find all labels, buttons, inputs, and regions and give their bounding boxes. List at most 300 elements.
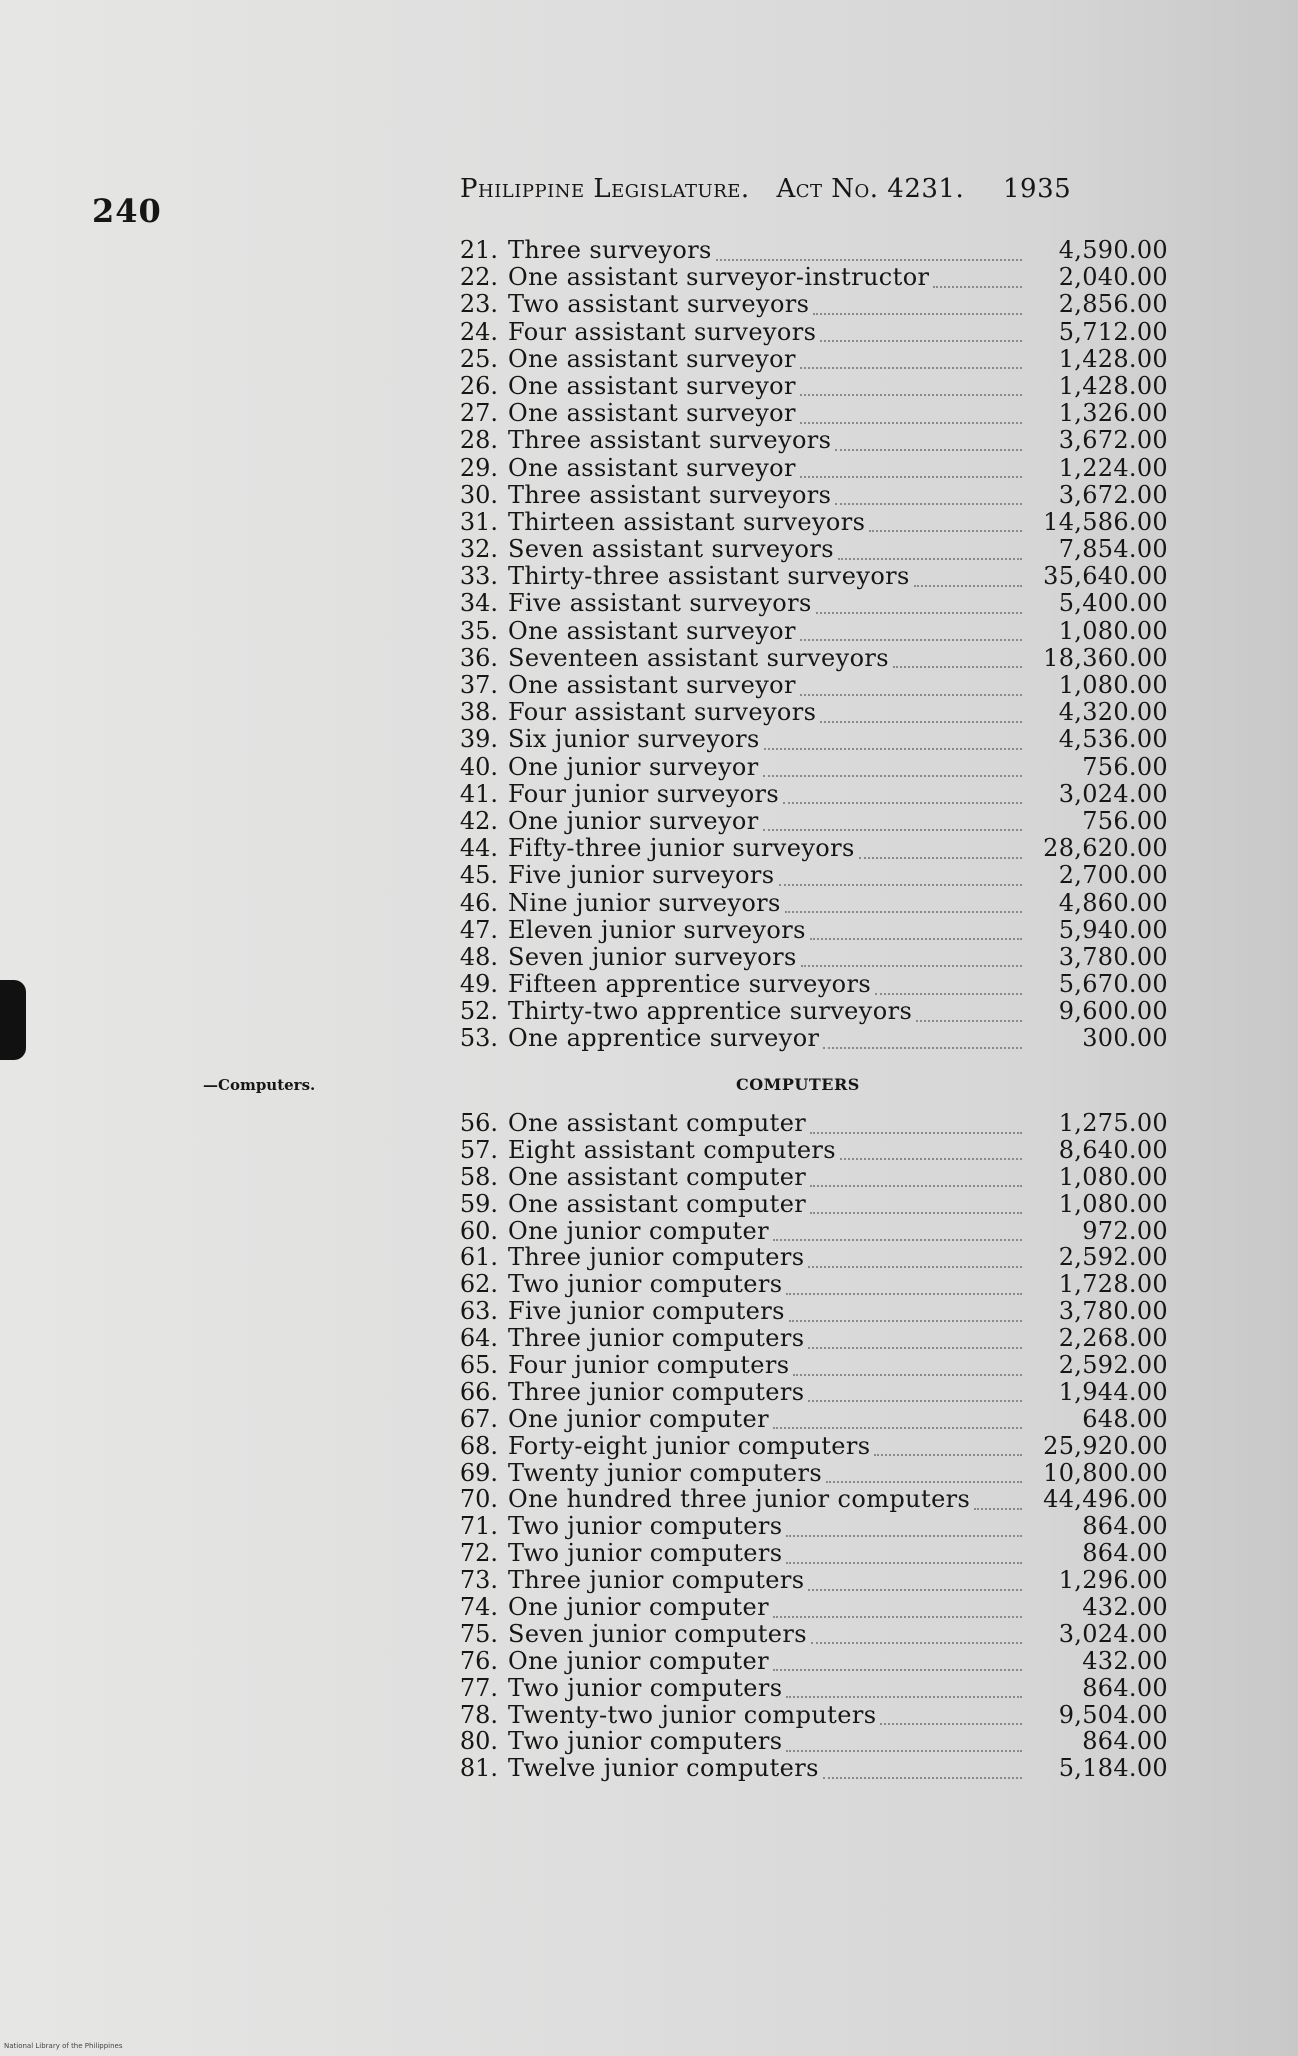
- item-description: One assistant surveyor: [508, 399, 796, 428]
- list-item: [440, 890, 1185, 917]
- item-number: 35.: [459, 616, 498, 645]
- item-amount: 3,672.00: [1058, 426, 1168, 455]
- item-amount: 432.00: [1082, 1593, 1168, 1622]
- item-amount: 8,640.00: [1058, 1135, 1168, 1164]
- dot-leader: [840, 1152, 1022, 1160]
- item-amount: 5,400.00: [1058, 589, 1168, 618]
- item-number: 21.: [459, 236, 498, 264]
- item-description-wrap: [508, 808, 1028, 835]
- list-item: [440, 1675, 1185, 1702]
- item-number: 46.: [459, 888, 498, 917]
- item-number: 66.: [459, 1377, 498, 1406]
- item-number: 44.: [459, 834, 498, 863]
- item-amount: 2,592.00: [1058, 1351, 1168, 1380]
- footer-mark: National Library of the Philippines: [4, 2042, 123, 2050]
- list-item: [440, 1486, 1185, 1513]
- item-description-wrap: [508, 1648, 1028, 1675]
- item-description: One junior surveyor: [508, 752, 759, 781]
- item-description-wrap: [508, 509, 1028, 536]
- item-description-wrap: [508, 618, 1028, 645]
- list-item: [440, 590, 1185, 617]
- item-description-wrap: [508, 1486, 1028, 1513]
- item-description: Five junior surveyors: [508, 861, 775, 890]
- list-item: [440, 1164, 1185, 1191]
- item-number: 80.: [459, 1727, 498, 1756]
- item-description: Seven assistant surveyors: [508, 535, 834, 564]
- item-amount: 1,428.00: [1058, 371, 1168, 400]
- dot-leader: [773, 1610, 1022, 1618]
- item-number: 25.: [459, 344, 498, 373]
- list-item: [440, 917, 1185, 944]
- item-description-wrap: [508, 1218, 1028, 1245]
- list-item: [440, 319, 1185, 346]
- dot-leader: [800, 416, 1022, 424]
- item-amount: 10,800.00: [1043, 1458, 1168, 1487]
- item-description: Seven junior surveyors: [508, 942, 797, 971]
- item-number: 26.: [459, 371, 498, 400]
- item-amount: 1,326.00: [1058, 399, 1168, 428]
- list-item: [440, 835, 1185, 862]
- list-item: [440, 781, 1185, 808]
- dot-leader: [793, 1368, 1022, 1376]
- list-item: [440, 346, 1185, 373]
- item-number: 52.: [459, 997, 498, 1026]
- item-description-wrap: [508, 1702, 1028, 1729]
- item-number: 37.: [459, 671, 498, 699]
- list-item: [440, 808, 1185, 835]
- item-description: Four junior surveyors: [508, 779, 780, 808]
- dot-leader: [835, 497, 1022, 505]
- item-amount: 300.00: [1082, 1024, 1168, 1053]
- dot-leader: [773, 1233, 1022, 1241]
- item-number: 76.: [459, 1646, 498, 1675]
- item-description-wrap: [508, 835, 1028, 862]
- item-number: 42.: [459, 806, 498, 835]
- item-description-wrap: [508, 1621, 1028, 1648]
- item-description-wrap: [508, 1728, 1028, 1755]
- item-description: One assistant computer: [508, 1189, 807, 1218]
- item-description: Eight assistant computers: [508, 1135, 837, 1164]
- item-number: 47.: [459, 915, 498, 944]
- side-note: —Computers.: [203, 1076, 316, 1094]
- item-amount: 4,536.00: [1058, 725, 1168, 754]
- dot-leader: [893, 660, 1022, 668]
- item-amount: 35,640.00: [1043, 562, 1168, 591]
- list-item: [440, 1621, 1185, 1648]
- item-description: Two junior computers: [508, 1727, 783, 1756]
- item-description-wrap: [508, 1110, 1028, 1137]
- item-description: Three assistant surveyors: [508, 480, 832, 509]
- list-item: [440, 618, 1185, 645]
- item-amount: 5,184.00: [1058, 1754, 1168, 1783]
- dot-leader: [773, 1421, 1022, 1429]
- item-description-wrap: [508, 1352, 1028, 1379]
- list-item: [440, 699, 1185, 726]
- list-item: [440, 1110, 1185, 1137]
- item-description: One assistant surveyor-instructor: [508, 263, 930, 292]
- dot-leader: [808, 1260, 1022, 1268]
- section-heading: COMPUTERS: [736, 1075, 860, 1094]
- item-description-wrap: [508, 319, 1028, 346]
- dot-leader: [779, 878, 1022, 886]
- item-amount: 7,854.00: [1058, 535, 1168, 564]
- list-item: [440, 1728, 1185, 1755]
- item-description: One apprentice surveyor: [508, 1024, 820, 1053]
- item-amount: 1,224.00: [1058, 453, 1168, 482]
- list-item: [440, 1406, 1185, 1433]
- item-amount: 3,672.00: [1058, 480, 1168, 509]
- item-number: 28.: [459, 426, 498, 455]
- item-number: 24.: [459, 317, 498, 346]
- dot-leader: [875, 987, 1022, 995]
- dot-leader: [800, 388, 1022, 396]
- item-description: Three junior computers: [508, 1377, 805, 1406]
- item-number: 41.: [459, 779, 498, 808]
- list-item: [440, 1218, 1185, 1245]
- list-item: [440, 536, 1185, 563]
- item-description: Nine junior surveyors: [508, 888, 781, 917]
- list-item: [440, 1755, 1185, 1782]
- item-amount: 1,080.00: [1058, 1162, 1168, 1191]
- item-description-wrap: [508, 917, 1028, 944]
- dot-leader: [820, 334, 1022, 342]
- item-description-wrap: [508, 1513, 1028, 1540]
- list-item: [440, 264, 1185, 291]
- list-item: [440, 1540, 1185, 1567]
- item-description-wrap: [508, 373, 1028, 400]
- list-item: [440, 672, 1185, 699]
- dot-leader: [813, 307, 1022, 315]
- dot-leader: [820, 715, 1022, 723]
- item-amount: 864.00: [1082, 1512, 1168, 1541]
- item-description-wrap: [508, 1594, 1028, 1621]
- item-amount: 4,320.00: [1058, 698, 1168, 727]
- item-description-wrap: [508, 1025, 1028, 1052]
- item-description-wrap: [508, 237, 1028, 264]
- item-description: One junior computer: [508, 1404, 769, 1433]
- dot-leader: [789, 1314, 1022, 1322]
- item-description: Twenty junior computers: [508, 1458, 823, 1487]
- item-description: Three junior computers: [508, 1324, 805, 1353]
- item-description: One assistant surveyor: [508, 344, 796, 373]
- item-description-wrap: [508, 862, 1028, 889]
- item-description-wrap: [508, 1191, 1028, 1218]
- list-item: [440, 1137, 1185, 1164]
- item-description: Eleven junior surveyors: [508, 915, 806, 944]
- item-number: 63.: [459, 1297, 498, 1326]
- item-amount: 5,670.00: [1058, 970, 1168, 999]
- list-item: [440, 754, 1185, 781]
- list-item: [440, 563, 1185, 590]
- dot-leader: [810, 1179, 1022, 1187]
- item-description: One assistant surveyor: [508, 671, 796, 699]
- item-description-wrap: [508, 482, 1028, 509]
- list-item: [440, 455, 1185, 482]
- list-item: [440, 1567, 1185, 1594]
- list-item: [440, 1244, 1185, 1271]
- item-amount: 1,080.00: [1058, 671, 1168, 699]
- item-number: 78.: [459, 1700, 498, 1729]
- item-amount: 5,940.00: [1058, 915, 1168, 944]
- item-number: 48.: [459, 942, 498, 971]
- item-description: Four assistant surveyors: [508, 317, 817, 346]
- list-item: [440, 1648, 1185, 1675]
- dot-leader: [810, 1126, 1022, 1134]
- item-number: 65.: [459, 1351, 498, 1380]
- item-number: 67.: [459, 1404, 498, 1433]
- item-description: Five assistant surveyors: [508, 589, 812, 618]
- item-description: Thirty-three assistant surveyors: [508, 562, 910, 591]
- item-amount: 1,080.00: [1058, 1189, 1168, 1218]
- item-description-wrap: [508, 1325, 1028, 1352]
- item-description: One assistant computer: [508, 1162, 807, 1191]
- item-number: 23.: [459, 290, 498, 319]
- list-item: [440, 1702, 1185, 1729]
- item-amount: 2,700.00: [1058, 861, 1168, 890]
- item-amount: 3,024.00: [1058, 779, 1168, 808]
- item-number: 73.: [459, 1566, 498, 1595]
- item-number: 32.: [459, 535, 498, 564]
- item-description: Forty-eight junior computers: [508, 1431, 871, 1460]
- item-description: One assistant surveyor: [508, 371, 796, 400]
- item-amount: 1,275.00: [1058, 1109, 1168, 1137]
- item-amount: 5,712.00: [1058, 317, 1168, 346]
- item-description-wrap: [508, 890, 1028, 917]
- item-amount: 1,428.00: [1058, 344, 1168, 373]
- item-description: One assistant surveyor: [508, 616, 796, 645]
- item-number: 70.: [459, 1485, 498, 1514]
- item-number: 56.: [459, 1109, 498, 1137]
- item-number: 74.: [459, 1593, 498, 1622]
- dot-leader: [914, 579, 1022, 587]
- item-description: Two junior computers: [508, 1673, 783, 1702]
- dot-leader: [800, 361, 1022, 369]
- computers-list: [440, 1110, 1185, 1782]
- item-description-wrap: [508, 563, 1028, 590]
- item-description: Twenty-two junior computers: [508, 1700, 877, 1729]
- dot-leader: [859, 851, 1022, 859]
- item-description-wrap: [508, 754, 1028, 781]
- dot-leader: [800, 470, 1022, 478]
- list-item: [440, 1513, 1185, 1540]
- item-amount: 18,360.00: [1043, 643, 1168, 672]
- dot-leader: [786, 1690, 1022, 1698]
- dot-leader: [810, 1206, 1022, 1214]
- item-amount: 2,040.00: [1058, 263, 1168, 292]
- item-description-wrap: [508, 1379, 1028, 1406]
- dot-leader: [826, 1475, 1022, 1483]
- item-amount: 44,496.00: [1043, 1485, 1168, 1514]
- item-description: One junior computer: [508, 1646, 769, 1675]
- item-description: Six junior surveyors: [508, 725, 760, 754]
- dot-leader: [785, 905, 1022, 913]
- dot-leader: [869, 524, 1022, 532]
- list-item: [440, 1433, 1185, 1460]
- item-description: Twelve junior computers: [508, 1754, 819, 1783]
- item-number: 59.: [459, 1189, 498, 1218]
- item-amount: 2,592.00: [1058, 1243, 1168, 1272]
- item-description-wrap: [508, 264, 1028, 291]
- item-description-wrap: [508, 1755, 1028, 1782]
- list-item: [440, 862, 1185, 889]
- item-description-wrap: [508, 1406, 1028, 1433]
- dot-leader: [808, 1341, 1022, 1349]
- item-description: One assistant computer: [508, 1109, 807, 1137]
- dot-leader: [801, 959, 1022, 967]
- list-item: [440, 1271, 1185, 1298]
- item-amount: 4,860.00: [1058, 888, 1168, 917]
- list-item: [440, 1352, 1185, 1379]
- dot-leader: [808, 1583, 1022, 1591]
- item-amount: 1,296.00: [1058, 1566, 1168, 1595]
- list-item: [440, 1325, 1185, 1352]
- item-description-wrap: [508, 699, 1028, 726]
- item-number: 58.: [459, 1162, 498, 1191]
- dot-leader: [786, 1744, 1022, 1752]
- item-number: 62.: [459, 1270, 498, 1299]
- item-description: Four junior computers: [508, 1351, 790, 1380]
- item-amount: 864.00: [1082, 1539, 1168, 1568]
- list-item: [440, 971, 1185, 998]
- item-description-wrap: [508, 645, 1028, 672]
- item-description: One junior computer: [508, 1216, 769, 1245]
- item-description-wrap: [508, 1164, 1028, 1191]
- item-amount: 9,600.00: [1058, 997, 1168, 1026]
- list-item: [440, 1191, 1185, 1218]
- item-description-wrap: [508, 781, 1028, 808]
- list-item: [440, 509, 1185, 536]
- item-number: 69.: [459, 1458, 498, 1487]
- item-number: 45.: [459, 861, 498, 890]
- item-number: 72.: [459, 1539, 498, 1568]
- dot-leader: [811, 1636, 1022, 1644]
- item-number: 22.: [459, 263, 498, 292]
- item-description-wrap: [508, 998, 1028, 1025]
- item-number: 29.: [459, 453, 498, 482]
- dot-leader: [835, 443, 1022, 451]
- item-amount: 2,268.00: [1058, 1324, 1168, 1353]
- item-description-wrap: [508, 590, 1028, 617]
- list-item: [440, 998, 1185, 1025]
- dot-leader: [838, 552, 1022, 560]
- item-amount: 1,728.00: [1058, 1270, 1168, 1299]
- dot-leader: [874, 1448, 1022, 1456]
- item-description-wrap: [508, 291, 1028, 318]
- dot-leader: [786, 1287, 1022, 1295]
- item-amount: 756.00: [1082, 752, 1168, 781]
- dot-leader: [800, 633, 1022, 641]
- item-description-wrap: [508, 1675, 1028, 1702]
- item-description: Thirteen assistant surveyors: [508, 507, 866, 536]
- page-number: 240: [92, 192, 162, 230]
- item-number: 81.: [459, 1754, 498, 1783]
- dot-leader: [916, 1014, 1022, 1022]
- item-number: 38.: [459, 698, 498, 727]
- item-amount: 28,620.00: [1043, 834, 1168, 863]
- item-number: 34.: [459, 589, 498, 618]
- item-number: 68.: [459, 1431, 498, 1460]
- item-amount: 864.00: [1082, 1673, 1168, 1702]
- item-description: Two junior computers: [508, 1539, 783, 1568]
- item-amount: 1,944.00: [1058, 1377, 1168, 1406]
- item-description: Three surveyors: [508, 236, 712, 264]
- scan-edge-mark: [0, 980, 26, 1060]
- item-number: 40.: [459, 752, 498, 781]
- item-amount: 756.00: [1082, 806, 1168, 835]
- item-description-wrap: [508, 536, 1028, 563]
- dot-leader: [786, 1529, 1022, 1537]
- item-description-wrap: [508, 1244, 1028, 1271]
- list-item: [440, 237, 1185, 264]
- item-description-wrap: [508, 1298, 1028, 1325]
- dot-leader: [716, 253, 1022, 261]
- item-description-wrap: [508, 427, 1028, 454]
- item-amount: 648.00: [1082, 1404, 1168, 1433]
- dot-leader: [786, 1556, 1022, 1564]
- item-description: Four assistant surveyors: [508, 698, 817, 727]
- item-amount: 3,780.00: [1058, 942, 1168, 971]
- item-description: One assistant surveyor: [508, 453, 796, 482]
- list-item: [440, 291, 1185, 318]
- running-head: [460, 174, 1071, 204]
- item-description-wrap: [508, 944, 1028, 971]
- item-amount: 432.00: [1082, 1646, 1168, 1675]
- act-number: Act No. 4231.: [776, 174, 965, 204]
- list-item: [440, 427, 1185, 454]
- item-description: One junior surveyor: [508, 806, 759, 835]
- item-number: 39.: [459, 725, 498, 754]
- item-description: Three junior computers: [508, 1243, 805, 1272]
- dot-leader: [823, 1041, 1022, 1049]
- item-number: 27.: [459, 399, 498, 428]
- dot-leader: [810, 932, 1022, 940]
- list-item: [440, 1025, 1185, 1052]
- item-description-wrap: [508, 1540, 1028, 1567]
- item-description: Seven junior computers: [508, 1619, 807, 1648]
- item-number: 49.: [459, 970, 498, 999]
- item-amount: 9,504.00: [1058, 1700, 1168, 1729]
- item-number: 31.: [459, 507, 498, 536]
- item-description: One hundred three junior computers: [508, 1485, 971, 1514]
- item-description-wrap: [508, 1271, 1028, 1298]
- dot-leader: [764, 742, 1022, 750]
- item-number: 33.: [459, 562, 498, 591]
- item-number: 30.: [459, 480, 498, 509]
- item-description: Five junior computers: [508, 1297, 785, 1326]
- item-description: Seventeen assistant surveyors: [508, 643, 890, 672]
- item-description-wrap: [508, 1433, 1028, 1460]
- running-title: Philippine Legislature.: [460, 174, 750, 204]
- item-description: Thirty-two apprentice surveyors: [508, 997, 913, 1026]
- item-description: One junior computer: [508, 1593, 769, 1622]
- item-number: 64.: [459, 1324, 498, 1353]
- list-item: [440, 1594, 1185, 1621]
- item-number: 75.: [459, 1619, 498, 1648]
- item-description-wrap: [508, 971, 1028, 998]
- item-description: Two junior computers: [508, 1270, 783, 1299]
- item-amount: 972.00: [1082, 1216, 1168, 1245]
- item-amount: 3,780.00: [1058, 1297, 1168, 1326]
- item-amount: 864.00: [1082, 1727, 1168, 1756]
- dot-leader: [823, 1771, 1022, 1779]
- list-item: [440, 373, 1185, 400]
- item-number: 71.: [459, 1512, 498, 1541]
- item-description-wrap: [508, 1567, 1028, 1594]
- list-item: [440, 1298, 1185, 1325]
- item-description-wrap: [508, 346, 1028, 373]
- list-item: [440, 726, 1185, 753]
- list-item: [440, 400, 1185, 427]
